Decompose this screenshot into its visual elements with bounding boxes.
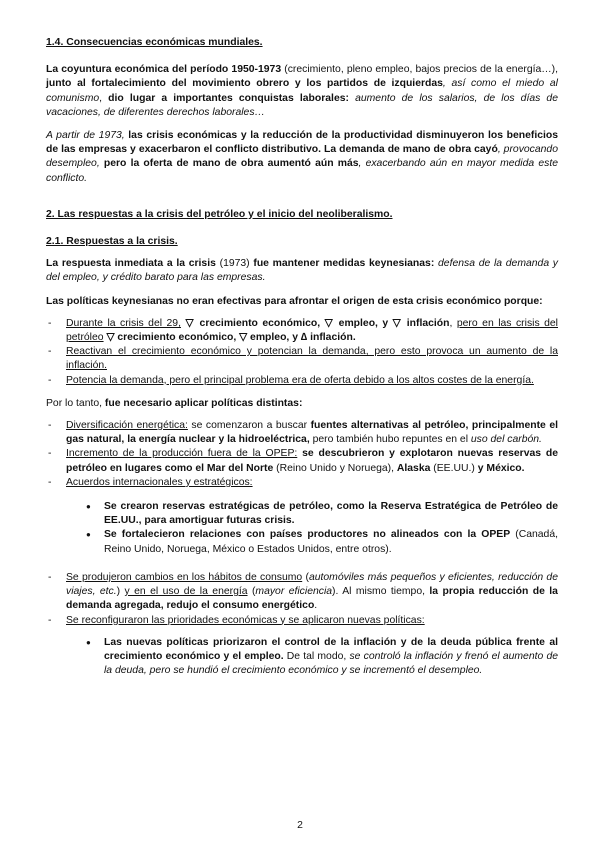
list-item: - Potencia la demanda, pero el principal problema era de oferta debido a los altos costes de la energía. (46, 374, 558, 388)
section-1-4-heading: 1.4. Consecuencias económicas mundiales. (46, 37, 263, 48)
list-item: - Se produjeron cambios en los hábitos de consumo (automóviles más pequeños y eficientes, reducción de viajes, etc.) y en el uso de la energía (mayor eficiencia). Al mismo tiempo, la propia reducción de la demanda agregada, redujo el consumo energético. (46, 571, 558, 614)
s21-paragraph-2: Las políticas keynesianas no eran efectivas para afrontar el origen de esta crisis económico porque: (46, 295, 543, 307)
list-item: - Se reconfiguraron las prioridades económicas y se aplicaron nuevas políticas: (46, 614, 558, 628)
list-item: ● Se fortalecieron relaciones con países productores no alineados con la OPEP (Canadá, Reino Unido, Noruega, México o Estados Unidos, entre otros). (46, 528, 558, 556)
list-item: - Diversificación energética: se comenzaron a buscar fuentes alternativas al petróleo, principalmente el gas natural, la energía nuclear y la hidroeléctrica, pero también hubo repuntes en el uso del carbón. (46, 419, 558, 447)
list-item: - Durante la crisis del 29, ▽ crecimiento económico, ▽ empleo, y ▽ inflación, pero en las crisis del petróleo ▽ crecimiento económico, ▽ empleo, y ∆ inflación. (46, 317, 558, 345)
list-item: - Incremento de la producción fuera de la OPEP: se descubrieron y explotaron nuevas reservas de petróleo en lugares como el Mar del Norte (Reino Unido y Noruega), Alaska (EE.UU.) y México. (46, 447, 558, 475)
consumption-list (46, 571, 558, 628)
s21-paragraph-3: Por lo tanto, fue necesario aplicar políticas distintas: (46, 397, 303, 409)
document-page (46, 36, 558, 682)
section-2-heading: 2. Las respuestas a la crisis del petróleo y el inicio del neoliberalismo. (46, 208, 393, 220)
section-2-1-heading: 2.1. Respuestas a la crisis. (46, 236, 178, 248)
list-item: - Acuerdos internacionales y estratégicos: (46, 476, 558, 490)
list-item: ● Las nuevas políticas priorizaron el control de la inflación y de la deuda pública frente al crecimiento económico y el empleo. De tal modo, se controló la inflación y frenó el aumento de la deuda, pero se hundió el crecimiento económico y se incrementó el desempleo. (46, 636, 558, 679)
strategic-sublist (46, 500, 558, 557)
s21-paragraph-1: La respuesta inmediata a la crisis (1973) fue mantener medidas keynesianas: defensa de la demanda y del empleo, y crédito barato para las empresas. (46, 258, 559, 284)
s14-paragraph-2: A partir de 1973, las crisis económicas y la reducción de la productividad disminuyeron los beneficios de las empresas y exacerbaron el conflicto distributivo. La demanda de mano de obra cayó, provocando desempleo, pero la oferta de mano de obra aumentó aún más, exacerbando aún en mayor medida este conflicto. (46, 130, 558, 184)
s14-paragraph-1: La coyuntura económica del período 1950-1973 (crecimiento, pleno empleo, bajos precios de la energía…), junto al fortalecimiento del movimiento obrero y los partidos de izquierdas, así como el miedo al comunismo, dio lugar a importantes conquistas laborales: aumento de los salarios, de los días de vacaciones, de diferentes derechos laborales… (46, 64, 558, 118)
page-number: 2 (297, 820, 303, 831)
new-policies-sublist (46, 636, 558, 679)
list-item: - Reactivan el crecimiento económico y potencian la demanda, pero esto provoca un aumento de la inflación. (46, 345, 558, 373)
policies-list (46, 419, 558, 490)
keynesian-list (46, 317, 558, 388)
list-item: ● Se crearon reservas estratégicas de petróleo, como la Reserva Estratégica de Petróleo de EE.UU., para amortiguar futuras crisis. (46, 500, 558, 528)
